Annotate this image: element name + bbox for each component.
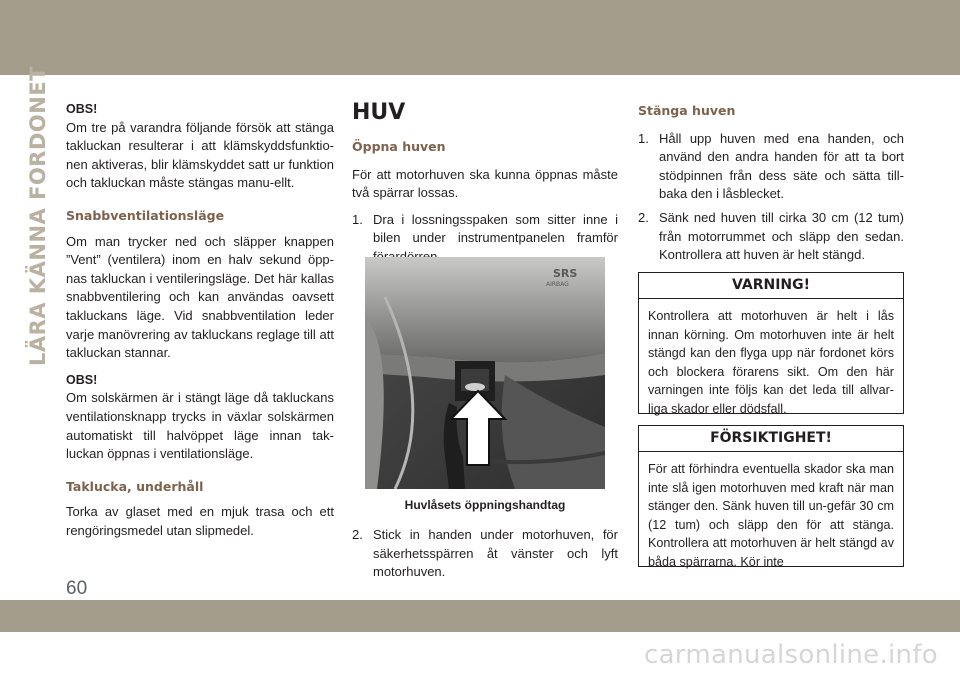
close-steps-list <box>638 130 904 265</box>
main-heading-hood: HUV <box>352 100 406 125</box>
vent-paragraph: Om man trycker ned och släpper knappen ”Vent” (ventilera) inom en halv sekund öpp-nas takluckan i ventileringsläge. Det här kallas snabbventilering och kan användas oavsett takluckans läge. Vid snabbventilation leder varje manövrering av takluckans reglage till att takluckan stannar. <box>66 233 334 361</box>
top-color-band <box>0 0 960 75</box>
section-heading-vent: Snabbventilationsläge <box>66 207 225 223</box>
svg-text:AIRBAG: AIRBAG <box>546 281 569 288</box>
figure-caption: Huvlåsets öppningshandtag <box>404 498 566 512</box>
bottom-color-band <box>0 600 960 632</box>
watermark-text: carmanualsonline.info <box>643 640 938 670</box>
note-label: OBS! <box>66 102 98 116</box>
section-heading-close-hood: Stänga huven <box>638 103 736 118</box>
list-item: 2. Sänk ned huven till cirka 30 cm (12 tum) från motorrummet och släpp den sedan. Kontrollera att huven är helt stängd. <box>638 209 904 263</box>
hood-release-illustration <box>365 257 605 489</box>
note-text: Om solskärmen är i stängt läge då takluckans ventilationsknapp trycks in växlar solskärmen automatiskt till halvöppet läge innan tak-luckan öppnas i ventilationsläge. <box>66 390 334 462</box>
note-label: OBS! <box>66 372 98 387</box>
maintenance-paragraph: Torka av glaset med en mjuk trasa och ett rengöringsmedel utan slipmedel. <box>66 504 334 538</box>
section-heading-maintenance: Taklucka, underhåll <box>66 478 204 494</box>
column-middle <box>352 100 618 267</box>
intro-paragraph: För att motorhuven ska kunna öppnas måste två spärrar lossas. <box>352 166 618 201</box>
caution-text: För att förhindra eventuella skador ska man inte slå igen motorhuven med kraft när man stänger den. Sänk huven till un-gefär 30 cm (12 tum) och släpp den för att stänga. Kontrollera att motorhuven är helt stängd av båda spärrarna. Kör inte <box>648 462 894 569</box>
list-item: 1. Håll upp huven med ena handen, och använd den andra handen för att ta bort stödpinnen från dess säte och sätta till-baka den i låsblecket. <box>638 130 904 202</box>
open-steps-list-continued <box>352 526 618 582</box>
hood-release-photo <box>365 257 605 489</box>
open-steps-continued <box>352 526 618 582</box>
caution-title: FÖRSIKTIGHET! <box>639 426 903 452</box>
warning-title: VARNING! <box>639 273 903 299</box>
chapter-side-label: LÄRA KÄNNA FORDONET <box>26 65 50 367</box>
column-left <box>66 100 334 540</box>
warning-box <box>638 272 904 414</box>
section-heading-open-hood: Öppna huven <box>352 139 446 154</box>
page-number: 60 <box>66 578 88 599</box>
svg-text:SRS: SRS <box>553 267 578 280</box>
column-right <box>638 100 904 265</box>
caution-box <box>638 425 904 567</box>
warning-text: Kontrollera att motorhuven är helt i lås innan körning. Om motorhuven inte är helt stängd kan den flyga upp när fordonet körs och blockera förarens sikt. Om den här varningen inte följs kan det leda till allvar-liga skador eller dödsfall. <box>648 309 894 416</box>
note-text: Om tre på varandra följande försök att stänga takluckan resulterar i att klämskyddsfunktio-nen aktiveras, blir klämskyddet satt ur funktion och takluckan måste stängas manu-ellt. <box>66 119 334 191</box>
list-item: 1. Dra i lossningsspaken som sitter inne i bilen under instrumentpanelen framför <box>352 211 618 246</box>
list-item: 2. Stick in handen under motorhuven, för säkerhetsspärren åt vänster och lyft motorhuven. <box>352 527 618 580</box>
